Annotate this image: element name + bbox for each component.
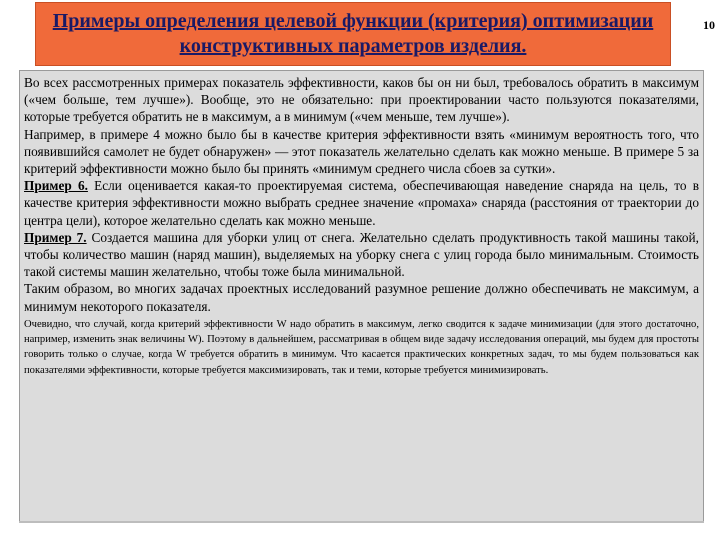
- paragraph-intro: Во всех рассмотренных примерах показатель эффективности, каков бы он ни был, требовалось обратить в максимум («чем больше, тем лучше»). Вообще, это не обязательно: при проектировании часто пользуются показателями, которые требуется обратить не в максимум, а в минимум («чем меньше, тем лучше»).: [24, 75, 699, 125]
- paragraph-example-4-5: Например, в примере 4 можно было бы в качестве критерия эффективности взять «минимум вероятность того, что появившийся самолет не будет обнаружен» — этот показатель желательно сделать как можно меньше. В примере 5 за критерий эффективности можно было бы принять «минимум среднего числа сбоев за сутки».: [24, 126, 699, 177]
- example-7-label: Пример 7.: [24, 229, 87, 245]
- example-7-text: Создается машина для уборки улиц от снега. Желательно сделать продуктивность такой машины такой, чтобы количество машин (наряд машин), выделяемых на уборку снега с улиц города было минимальным. Стоимость такой системы машин желательно, чтобы тоже была минимальной.: [24, 229, 699, 280]
- example-6-text: Если оценивается какая-то проектируемая система, обеспечивающая наведение снаряда на цель, то в качестве критерия эффективности можно выбрать среднее значение «промаха» снаряда (расстояния от траектории до центра цели), которое желательно сделать как можно меньше.: [24, 178, 699, 228]
- paragraph-conclusion: Таким образом, во многих задачах проектных исследований разумное решение должно обеспечивать не максимум, а минимум некоторого показателя.: [24, 281, 699, 314]
- panel-shadow: [19, 521, 704, 523]
- slide-title: Примеры определения целевой функции (критерия) оптимизации конструктивных параметров изделия.: [52, 10, 654, 57]
- paragraph-note: Очевидно, что случай, когда критерий эффективности W надо обратить в максимум, легко сводится к задаче минимизации (для этого достаточно, например, изменить знак величины W). Поэтому в дальнейшем, рассматривая в общем виде задачу исследования операций, мы будем для простоты говорить только о случае, когда W требуется обратить в минимум. Что касается практических конкретных задач, то мы будем пользоваться как показателями эффективности, которые требуется максимизировать, так и теми, которые требуется минимизировать.: [24, 318, 699, 376]
- example-6-label: Пример 6.: [24, 178, 88, 194]
- page-number: 10: [703, 18, 715, 32]
- paragraph-example-7: [24, 229, 699, 281]
- title-banner: [35, 2, 671, 66]
- paragraph-example-6: [24, 177, 699, 229]
- content-panel: [19, 70, 704, 522]
